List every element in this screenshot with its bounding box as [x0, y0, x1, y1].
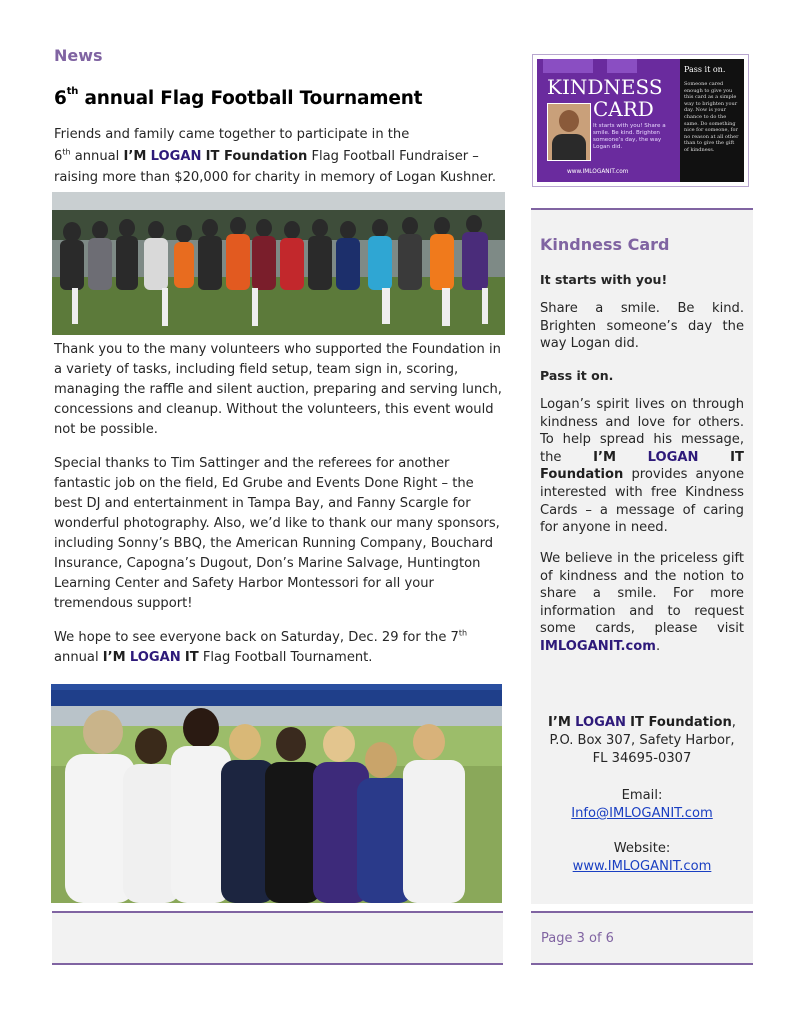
- email-label: Email:: [621, 788, 663, 803]
- card-title-line2: CARD: [593, 97, 654, 121]
- volunteers-paragraph: Thank you to the many volunteers who supported the Foundation in a variety of tasks, including field setup, team sign in, scoring, managing the raffle and silent auction, preparing and serving lunch, concessions and cleanup. Without the volunteers, this event would not be possible.: [54, 342, 502, 437]
- address-line-1: P.O. Box 307, Safety Harbor,: [549, 733, 735, 748]
- website-link[interactable]: www.IMLOGANIT.com: [572, 859, 712, 874]
- footer-left-bar: [52, 911, 503, 965]
- card-title-line1: KINDNESS: [547, 75, 663, 99]
- logan-portrait: [547, 103, 591, 161]
- team-group-photo: [52, 192, 505, 335]
- org-name: I’M LOGAN IT Foundation,: [548, 715, 736, 730]
- kindness-card-image: [532, 54, 749, 187]
- volunteers-photo: [51, 684, 502, 903]
- footer-right-bar: [531, 911, 753, 965]
- address-line-2: FL 34695-0307: [592, 751, 692, 766]
- card-small-text: It starts with you! Share a smile. Be kind. Brighten someone’s day, the way Logan did.: [593, 123, 666, 150]
- section-label: News: [54, 46, 103, 65]
- website-label: Website:: [613, 841, 671, 856]
- card-url: www.IMLOGANIT.com: [567, 169, 629, 175]
- kindness-sidebar: [531, 208, 753, 904]
- intro-paragraph: Friends and family came together to participate in the 6th annual I’M LOGAN IT Foundation Flag Football Fundraiser – raising more than $20,000 for charity in memory of Logan Kushner.: [54, 127, 497, 185]
- card-pass-title: Pass it on.: [684, 65, 726, 74]
- card-pass-text: Someone cared enough to give you this card as a simple way to brighten your day. Now is your chance to do the same. Do something nice for someone, for no reason at all other than to give the gift of kindness.: [684, 81, 739, 153]
- sidebar-paragraph-3: We believe in the priceless gift of kindness and the notion to share a smile. For more information and to request some cards, please visit IMLOGANIT.com.: [540, 551, 744, 654]
- article-headline: 6th annual Flag Football Tournament: [54, 86, 423, 109]
- sidebar-paragraph-1: Share a smile. Be kind. Brighten someone’s day the way Logan did.: [540, 301, 744, 352]
- sidebar-heading-2: Pass it on.: [540, 368, 614, 383]
- visit-link[interactable]: IMLOGANIT.com: [540, 638, 656, 654]
- closing-paragraph: We hope to see everyone back on Saturday, Dec. 29 for the 7th annual I’M LOGAN IT Flag Football Tournament.: [54, 628, 468, 665]
- page-number: Page 3 of 6: [541, 931, 614, 946]
- email-link[interactable]: Info@IMLOGANIT.com: [571, 806, 713, 821]
- sidebar-heading-1: It starts with you!: [540, 272, 668, 287]
- sidebar-paragraph-2: Logan’s spirit lives on through kindness and love for others. To help spread his message, the I’M LOGAN IT Foundation provides anyone interested with free Kindness Cards – a message of caring for anyone in need.: [540, 397, 744, 536]
- thanks-paragraph: Special thanks to Tim Sattinger and the referees for another fantastic job on the field, Ed Grube and Events Done Right – the best DJ and entertainment in Tampa Bay, and Fanny Scargle for wonderful photography. Also, we’d like to thank our many sponsors, including Sonny’s BBQ, the American Running Company, Bouchard Insurance, Capogna’s Dugout, Don’s Marine Salvage, Huntington Learning Center and Safety Harbor Montessori for all your tremendous support!: [54, 456, 500, 611]
- sidebar-title: Kindness Card: [540, 235, 670, 254]
